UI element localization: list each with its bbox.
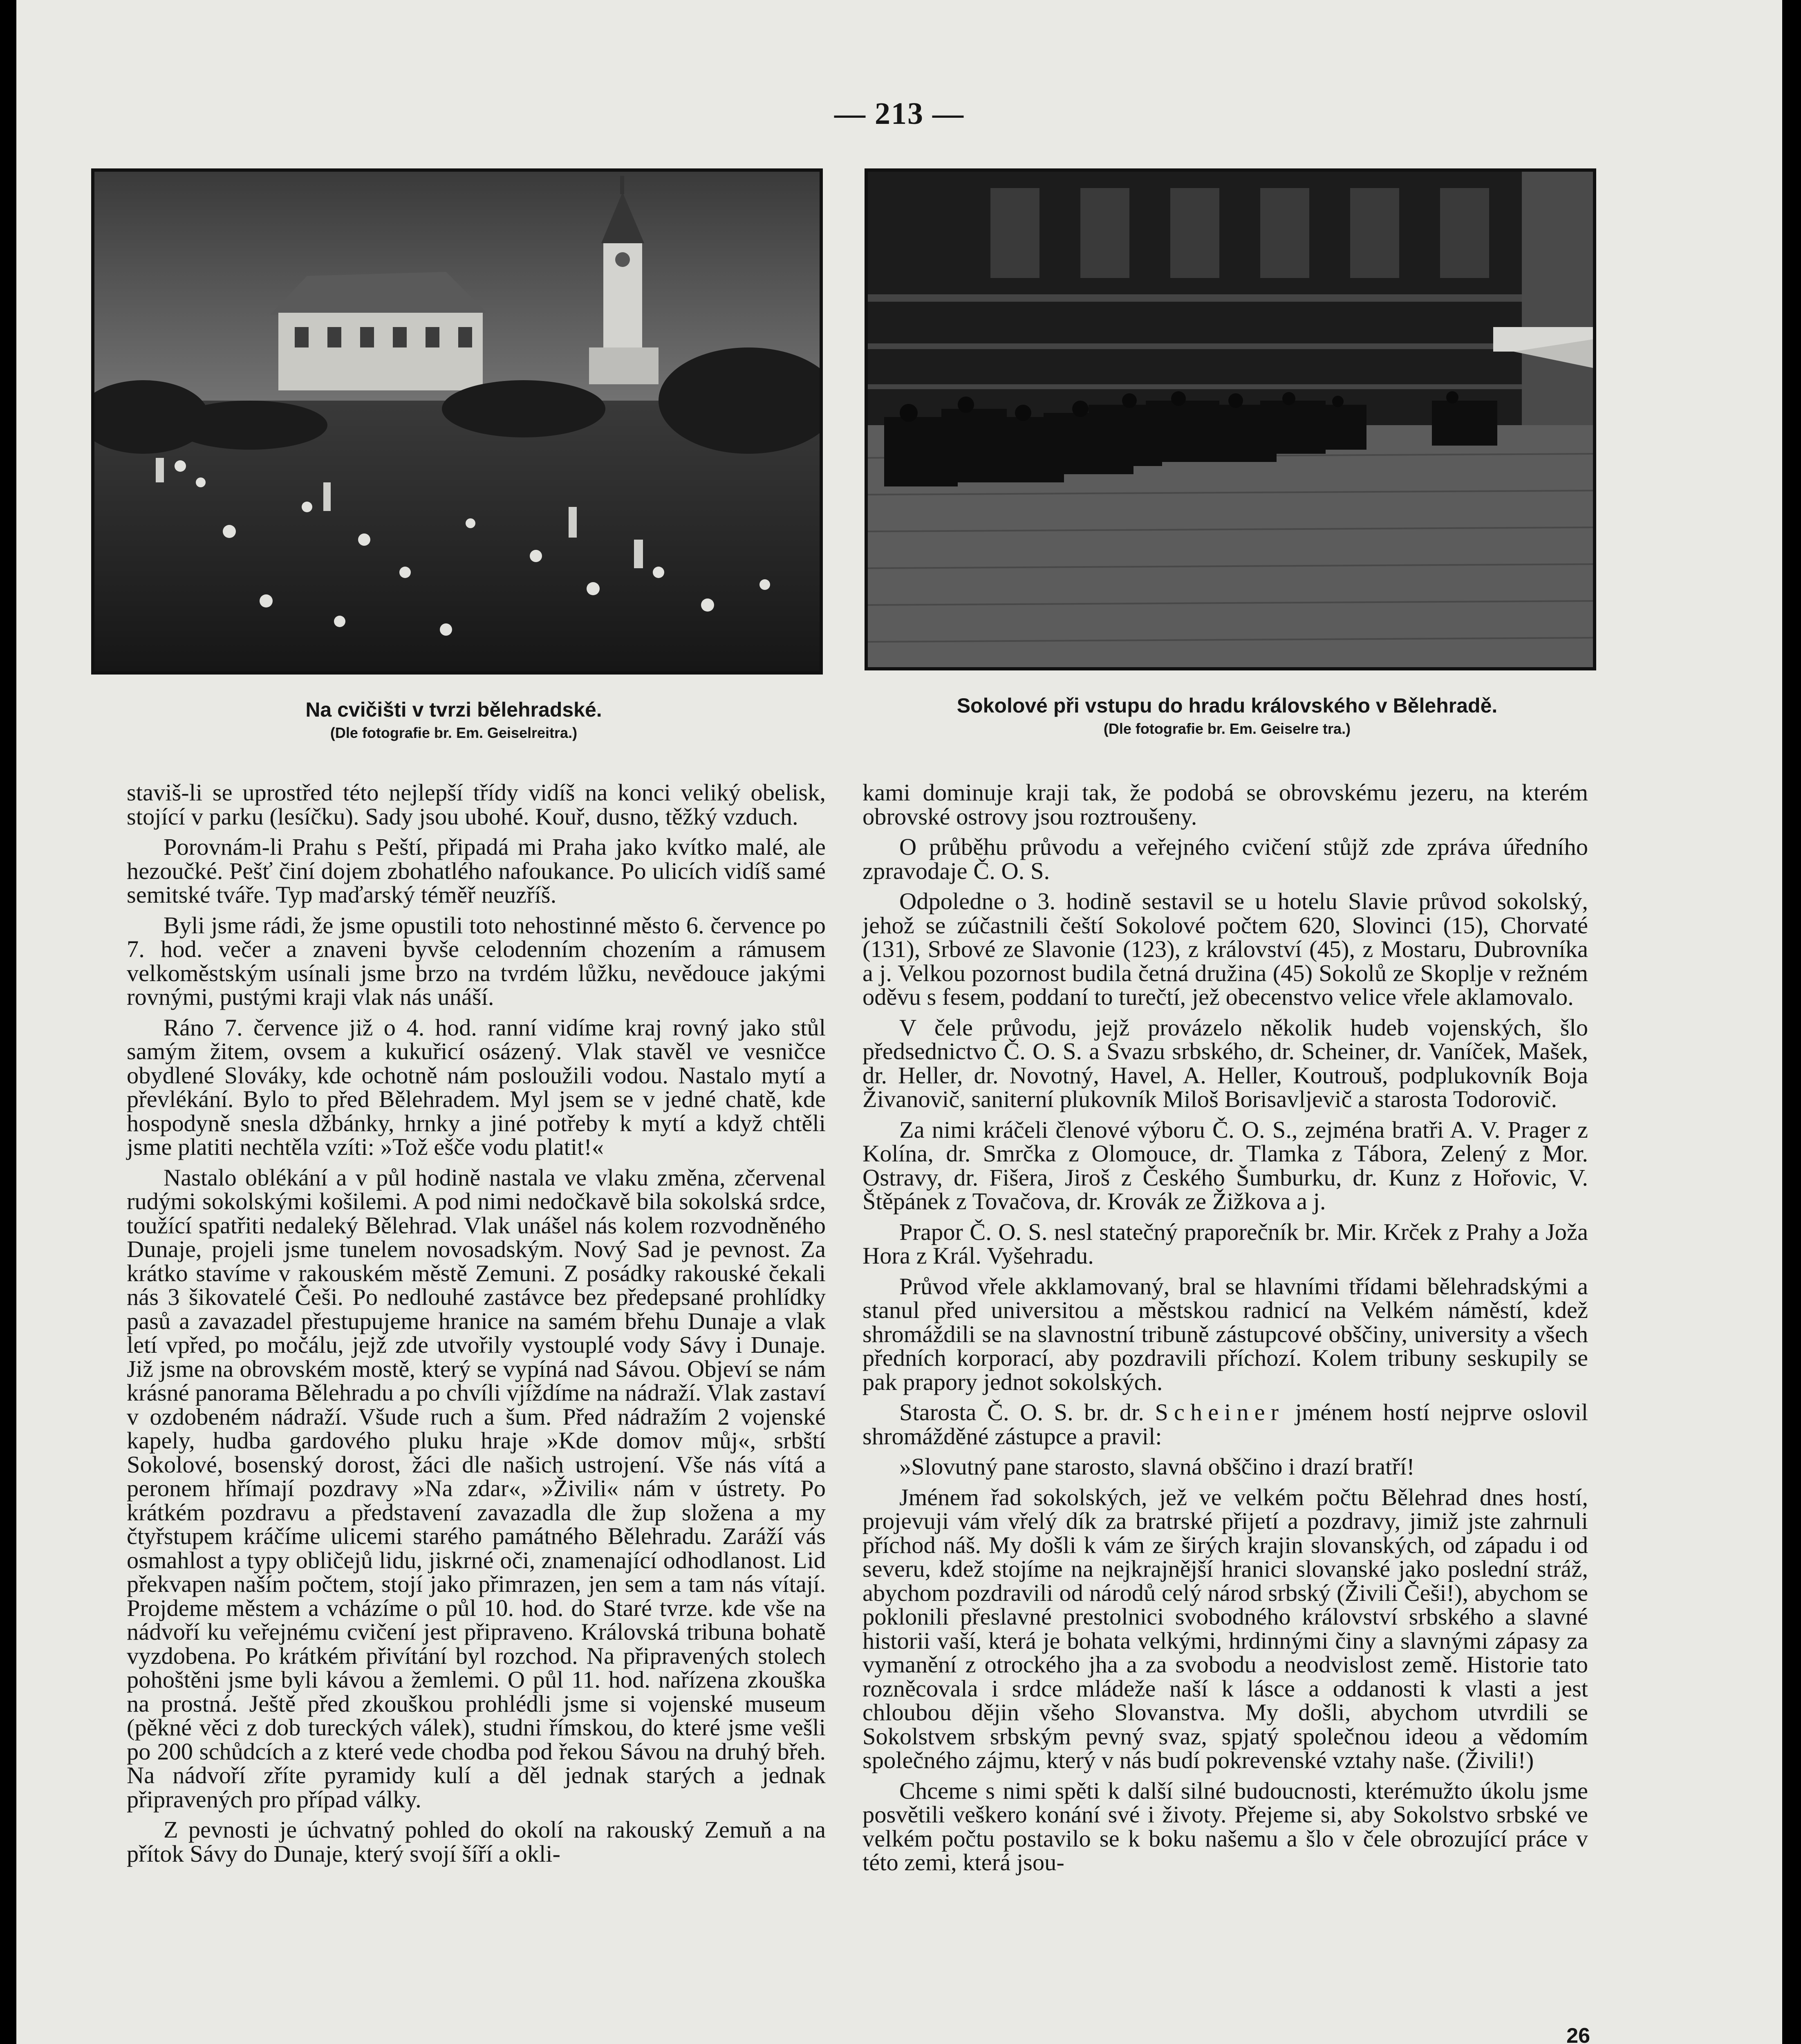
signature-mark: 26 <box>1566 2024 1590 2044</box>
paragraph: staviš-li se uprostřed této nejlepší třídy vidíš na konci veliký obelisk, stojící v parku (lesíčku). Sady jsou ubohé. Kouř, dusno, těžký vzduch. <box>127 779 826 830</box>
paragraph: Za nimi kráčeli členové výboru Č. O. S., zejména bratři A. V. Prager z Kolína, dr. Smrčka z Olomouce, dr. Tlamka z Tábora, Zelený z Mor. Ostravy, dr. Fišera, Jiroš z Českého Šumburku, dr. Kunz z Hořovic, V. Štěpánek z Tovačova, dr. Krovák ze Žižkova a j. <box>862 1116 1588 1215</box>
paragraph-speech-intro <box>862 1401 1588 1448</box>
journal-page <box>16 0 1782 2044</box>
caption-left-title: Na cvičišti v tvrzi bělehradské. <box>305 698 602 721</box>
caption-left-source: (Dle fotografie br. Em. Geiselreitra.) <box>330 724 578 741</box>
photo-palace-entry <box>865 168 1596 670</box>
caption-left <box>91 697 816 743</box>
paragraph: Porovnám-li Prahu s Peští, připadá mi Praha jako kvítko malé, ale hezoučké. Pešť činí dojem zbohatlého nafoukance. Po ulicích vidíš samé semitské tváře. Typ maďarský téměř neuzříš. <box>127 834 826 908</box>
paragraph: kami dominuje kraji tak, že podobá se obrovskému jezeru, na kterém obrovské ostrovy jsou roztroušeny. <box>862 779 1588 830</box>
paragraph: Jménem řad sokolských, jež ve velkém počtu Bělehrad dnes hostí, projevuji vám vřelý dík za bratrské přijetí a pozdravy, jimiž jste zahrnuli příchod náš. My došli k vám ze širých krajin slovanských, od západu i od severu, kdež stojíme na nejkrajnější hranici slovanské jako poslední stráž, abychom pozdravili od národů celý národ srbský (Živili Češi!), abychom se poklonili přeslavné prestolnici svobodného království srbského a slavné historii vaší, která je bohata velkými, hrdinnými činy a slavnými zápasy za vymanění z otrockého jha a za svobodu a neodvislost země. Historie tato rozněcovala i srdce mládeže naší k lásce a oddanosti k vlasti a jest chloubou dějin všeho Slovanstva. My došli, abychom utvrdili se Sokolstvem srbským pevný svaz, spjatý společnou ideou a vědomím společného zájmu, který v nás budí pokrevenské vztahy naše. (Živili!) <box>862 1484 1588 1773</box>
photo-fortress-gathering <box>91 168 823 675</box>
paragraph: Ráno 7. července již o 4. hod. ranní vidíme kraj rovný jako stůl samým žitem, ovsem a kukuřicí osázený. Vlak stavěl ve vesničce obydlené Slováky, kde ochotně nám posloužili vodou. Nastalo mytí a převlékání. Bylo to před Bělehradem. Myl jsem se v jedné chatě, kde hospodyně snesla džbánky, hrnky a jiné potřeby k mytí a když chtěli jsme platiti nechtěla vzíti: »Tož ešče vodu platit!« <box>127 1014 826 1160</box>
speech-intro-end: jménem hostí nejprve oslovil shromážděné zástupce a pravil: <box>862 1399 1588 1450</box>
speaker-name: Scheiner <box>1155 1399 1285 1425</box>
paragraph: Průvod vřele akklamovaný, bral se hlavními třídami bělehradskými a stanul před universitou a městskou radnicí na Velkém náměstí, kdež shromáždili se na slavnostní tribuně zástupcové obščiny, university a všech předních korporací, aby pozdravili příchozí. Kolem tribuny seskupily se pak prapory jednot sokolských. <box>862 1273 1588 1395</box>
text-column-left <box>127 781 826 1872</box>
paragraph: Prapor Č. O. S. nesl statečný praporečník br. Mir. Krček z Prahy a Joža Hora z Král. Vyšehradu. <box>862 1218 1588 1269</box>
paragraph: Z pevnosti je úchvatný pohled do okolí na rakouský Zemuň a na přítok Sávy do Dunaje, který svojí šíří a okli- <box>127 1816 826 1867</box>
caption-right <box>865 693 1590 739</box>
paragraph: Odpoledne o 3. hodině sestavil se u hotelu Slavie průvod sokolský, jehož se zúčastnili čeští Sokolové počtem 620, Slovinci (15), Chorvaté (131), Srbové ze Slavonie (123), z království (45), z Mostaru, Dubrovníka a j. Velkou pozornost budila četná družina (45) Sokolů ze Skoplje v režném oděvu s fesem, poddaní to turečtí, jež obecenstvo velice vřele aklamovalo. <box>862 888 1588 1010</box>
caption-right-title: Sokolové při vstupu do hradu královského v Bělehradě. <box>957 694 1498 717</box>
text-column-right <box>862 781 1588 1881</box>
paragraph: Nastalo oblékání a v půl hodině nastala ve vlaku změna, zčervenal rudými sokolskými košilemi. A pod nimi nedočkavě bila sokolská srdce, toužící spatřiti nedaleký Bělehrad. Vlak unášel nás kolem rozvodněného Dunaje, projeli jsme tunelem novosadským. Nový Sad je pevnost. Za krátko stavíme v rakouském městě Zemuni. Z posádky rakouské čekali nás 3 šikovatelé Češi. Po nedlouhé zastávce bez předepsané prohlídky pasů a zavazadel přestupujeme hranice na samém břehu Dunaje a vlak letí vpřed, po močálu, jejž zde utvořily vystouplé vody Sávy i Dunaje. Již jsme na obrovském mostě, který se vypíná nad Sávou. Objeví se nám krásné panorama Bělehradu a po chvíli vjíždíme na nádraží. Vlak zastaví v ozdobeném nádraží. Všude ruch a šum. Před nádražím 2 vojenské kapely, hudba gardového pluku hraje »Kde domov můj«, srbští Sokolové, bosenský dorost, žáci dle našich ustrojení. Vše nás vítá a peronem hřímají pozdravy »Na zdar«, »Živili« nám v ústrety. Po krátkém pozdravu a představení zavazadla dle žup složena a my čtyřstupem kráčíme ulicemi starého památného Bělehradu. Zaráží vás osmahlost a typy obličejů lidu, jiskrné oči, znamenající odhodlanost. Lid překvapen naším počtem, stojí jako přimrazen, jen sem a tam nás vítají. Projdeme městem a vcházíme o půl 10. hod. do Staré tvrze. kde vše na nádvoří ku veřejnému cvičení jest připraveno. Královská tribuna bohatě vyzdobena. Po krátkém přivítání byl rozchod. Na připravených stolech pohoštěni jsme byli kávou a žemlemi. O půl 11. hod. nařízena zkouška na prostná. Ještě před zkouškou prohlédli jsme si vojenské museum (pěkné věci z dob tureckých válek), studni římskou, do které jsme vešli po 200 schůdcích a z které vede chodba pod řekou Sávou na druhý břeh. Na nádvoří zříte pyramidy kulí a děl jednak starých a jednak připravených pro případ války. <box>127 1164 826 1813</box>
caption-right-source: (Dle fotografie br. Em. Geiselre tra.) <box>1103 720 1351 737</box>
speech-intro-start: Starosta Č. O. S. br. dr. <box>899 1399 1144 1425</box>
photo-fortress-image <box>94 172 820 671</box>
photo-palace-image <box>868 172 1593 667</box>
paragraph-salutation: »Slovutný pane starosto, slavná obščino i drazí bratří! <box>899 1453 1415 1480</box>
page-number: — 213 — <box>834 96 964 131</box>
paragraph: O průběhu průvodu a veřejného cvičení stůjž zde zpráva úředního zpravodaje Č. O. S. <box>862 834 1588 884</box>
paragraph: Byli jsme rádi, že jsme opustili toto nehostinné město 6. července po 7. hod. večer a znaveni byvše celodenním chozením a rámusem velkoměstským usínali jsme brzo na tvrdém lůžku, nevědouce jakými rovnými, pustými kraji vlak nás unáší. <box>127 912 826 1010</box>
paragraph: Chceme s nimi spěti k další silné budoucnosti, kterémužto úkolu jsme posvětili veškero konání své i životy. Přejeme si, aby Sokolstvo srbské ve velkém počtu postavilo se k boku našemu a šlo v čele obrozující práce v této zemi, která jsou- <box>862 1777 1588 1876</box>
paragraph: V čele průvodu, jejž provázelo několik hudeb vojenských, šlo předsednictvo Č. O. S. a Svazu srbského, dr. Scheiner, dr. Vaníček, Mašek, dr. Heller, dr. Novotný, Havel, A. Heller, Koutrouš, podplukovník Boja Živanovič, saniterní plukovník Miloš Borisavljevič a starosta Todorovič. <box>862 1014 1588 1112</box>
